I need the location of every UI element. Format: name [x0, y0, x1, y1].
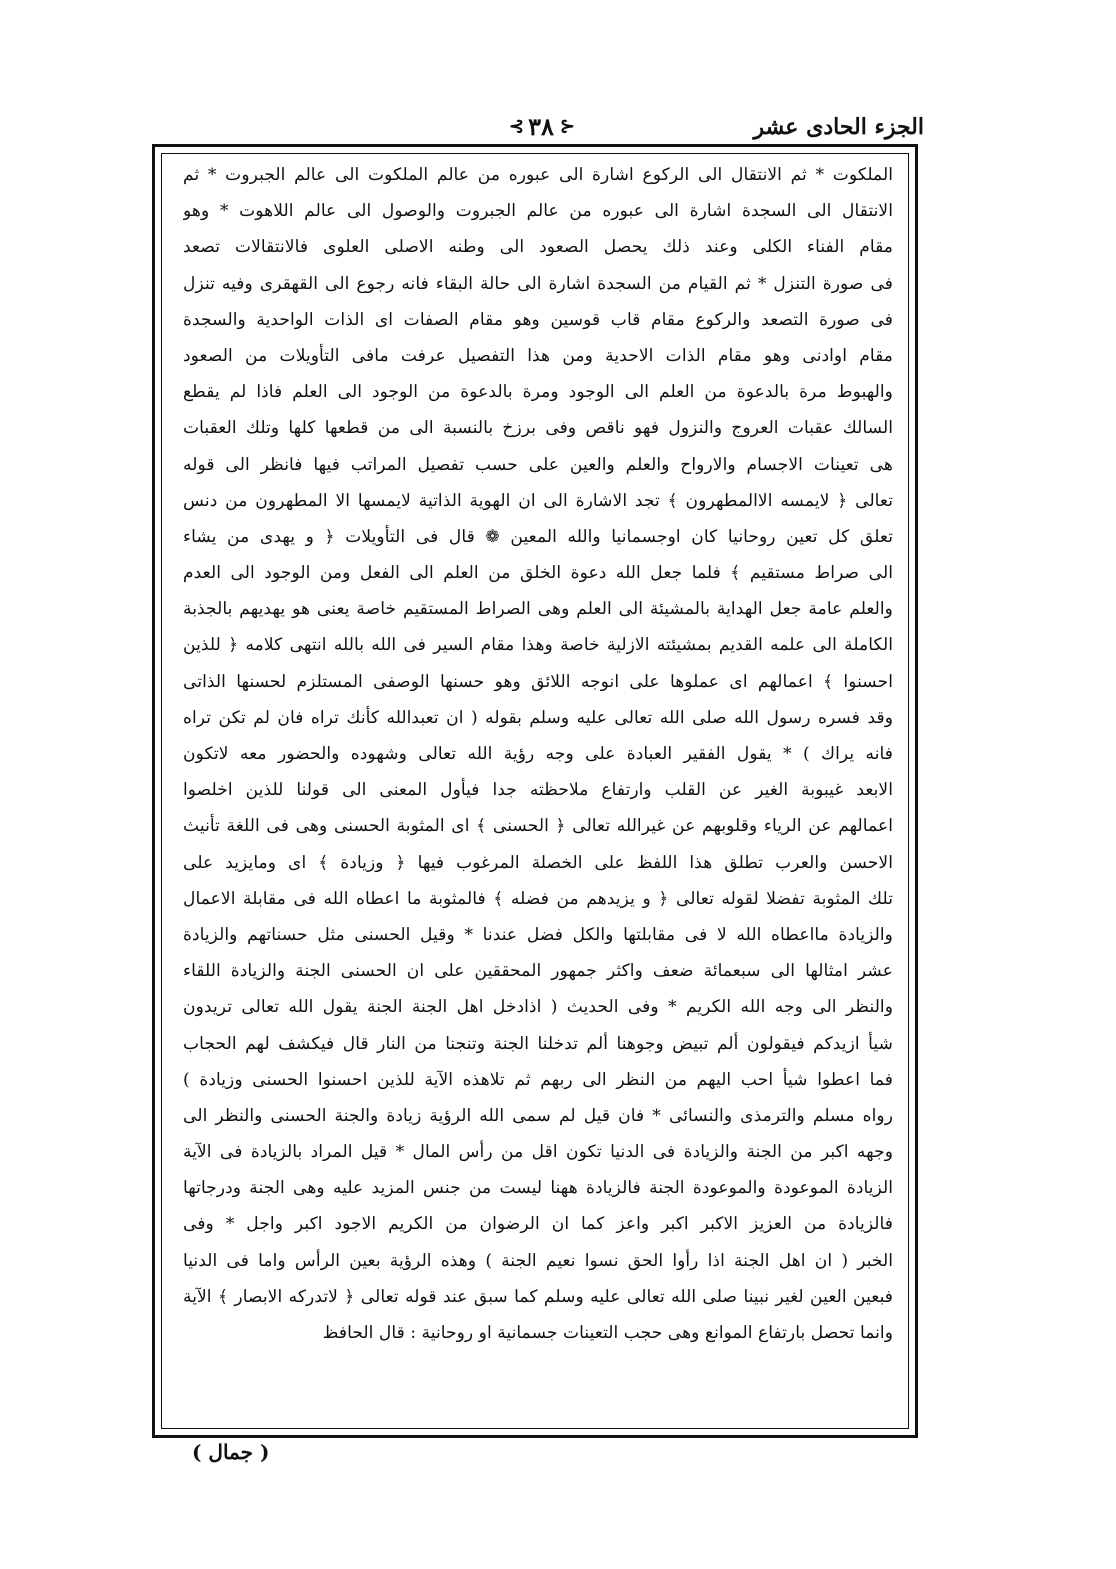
text-line: رواه مسلم والترمذى والنسائى * فان قيل لم سمى الله الرؤية زيادة والجنة الحسنى والنظر الى	[183, 1105, 893, 1126]
text-line: والهبوط مرة بالدعوة من العلم الى الوجود ومرة بالدعوة من الوجود الى العلم فاذا لم يقطع	[183, 382, 893, 403]
running-title: الجزء الحادى عشر	[753, 114, 924, 140]
ornament-right-icon: ⊱	[559, 116, 573, 137]
text-line: السالك عقبات العروج والنزول فهو ناقص وفى برزخ بالنسبة الى من قطعها كلها وتلك العقبات	[183, 418, 893, 439]
text-line: اعمالهم عن الرياء وقلوبهم عن غيرالله تعالى ﴿ الحسنى ﴾ اى المثوبة الحسنى وهى فى اللغة تأنيث	[183, 816, 893, 837]
text-line: الاحسن والعرب تطلق هذا اللفظ على الخصلة المرغوب فيها ﴿ وزيادة ﴾ اى ومايزيد على	[183, 852, 893, 873]
text-line: شيأ ازيدكم فيقولون ألم تبيض وجوهنا ألم تدخلنا الجنة وتنجنا من النار قال فيكشف لهم الحجاب	[183, 1033, 893, 1054]
text-line: الانتقال الى السجدة اشارة الى عبوره من عالم الجبروت والوصول الى عالم اللاهوت * وهو	[183, 201, 893, 222]
text-line: والنظر الى وجه الله الكريم * وفى الحديث ( اذادخل اهل الجنة الجنة يقول الله تعالى تريدون	[183, 997, 893, 1018]
text-frame	[152, 144, 918, 1438]
page-number-group	[509, 112, 573, 141]
catchword: ( جمال )	[192, 1440, 270, 1464]
ornament-left-icon: ⊰	[509, 116, 523, 137]
text-line: فالزيادة من العزيز الاكبر اكبر واعز كما ان الرضوان من الكريم الاجود اكبر واجل * وفى	[183, 1214, 893, 1235]
text-line: الى صراط مستقيم ﴾ فلما جعل الله دعوة الخلق من العلم الى الفعل ومن الوجود الى العدم	[183, 563, 893, 584]
text-line: فى صورة التصعد والركوع مقام قاب قوسين وهو مقام الصفات اى الذات الواحدية والسجدة	[183, 309, 893, 330]
text-line: الكاملة الى علمه القديم بمشيئته الازلية خاصة وهذا مقام السير فى الله بالله انتهى كلامه ﴿ للذين	[183, 635, 893, 656]
text-line: الابعد غيبوبة الغير عن القلب وارتفاع ملاحظته جدا فيأول المعنى الى قولنا للذين اخلصوا	[183, 780, 893, 801]
body-text	[183, 157, 893, 1351]
text-line: وجهه اكبر من الجنة والزيادة فى الدنيا تكون اقل من رأس المال * قيل المراد بالزيادة فى الآية	[183, 1142, 893, 1163]
text-line: الخبر ( ان اهل الجنة اذا رأوا الحق نسوا نعيم الجنة ) وهذه الرؤية بعين الرأس واما فى الدنيا	[183, 1250, 893, 1271]
text-line: فى صورة التنزل * ثم القيام من السجدة اشارة الى حالة البقاء فانه رجوع الى القهقرى وفيه تنزل	[183, 273, 893, 294]
text-line: احسنوا ﴾ اعمالهم اى عملوها على انوجه اللائق وهو حسنها الوصفى المستلزم لحسنها الذاتى	[183, 671, 893, 692]
text-line: الملكوت * ثم الانتقال الى الركوع اشارة الى عبوره من عالم الملكوت الى عالم الجبروت * ثم	[183, 165, 893, 185]
text-line: فبعين العين لغير نبينا صلى الله تعالى عليه وسلم كما سبق عند قوله تعالى ﴿ لاتدركه الابصار ﴾ الآية	[183, 1286, 893, 1307]
text-line: وانما تحصل بارتفاع الموانع وهى حجب التعينات جسمانية او روحانية : قال الحافظ	[322, 1323, 893, 1343]
text-line: عشر امثالها الى سبعمائة ضعف واكثر جمهور المحققين على ان الحسنى الجنة والزيادة اللقاء	[183, 961, 893, 982]
text-line: تعلق كل تعين روحانيا كان اوجسمانيا والله المعين ❁ قال فى التأويلات ﴿ و يهدى من يشاء	[183, 526, 893, 547]
text-line: تلك المثوبة تفضلا لقوله تعالى ﴿ و يزيدهم من فضله ﴾ فالمثوبة ما اعطاه الله فى مقابلة الاعمال	[183, 888, 893, 909]
text-line: وقد فسره رسول الله صلى الله تعالى عليه وسلم بقوله ( ان تعبدالله كأنك تراه فان لم تكن تراه	[183, 707, 893, 728]
text-line: هى تعينات الاجسام والارواح والعلم والعين على حسب تفصيل المراتب فيها فانظر الى قوله	[183, 454, 893, 475]
text-line: مقام الفناء الكلى وعند ذلك يحصل الصعود الى وطنه الاصلى العلوى فالانتقالات تصعد	[183, 237, 893, 258]
text-line: مقام اوادنى وهو مقام الذات الاحدية ومن هذا التفصيل عرفت مافى التأويلات من الصعود	[183, 345, 893, 366]
text-line: فانه يراك ) * يقول الفقير العبادة على وجه رؤية الله تعالى وشهوده والحضور معه لاتكون	[183, 744, 893, 764]
page-number: ٣٨	[528, 112, 554, 141]
text-line: والعلم عامة جعل الهداية بالمشيئة الى العلم وهى الصراط المستقيم خاصة يعنى هو يهديهم بالجذبة	[183, 599, 893, 620]
text-line: فما اعطوا شيأ احب اليهم من النظر الى ربهم ثم تلاهذه الآية للذين احسنوا الحسنى وزيادة )	[183, 1069, 893, 1090]
text-line: تعالى ﴿ لايمسه الاالمطهرون ﴾ تجد الاشارة الى ان الهوية الذاتية لايمسها الا المطهرون من دنس	[183, 490, 893, 511]
text-line: الزيادة الموعودة والموعودة الجنة فالزيادة ههنا ليست من جنس المزيد عليه وهى الجنة ودرجاتها	[183, 1178, 893, 1199]
text-line: والزيادة مااعطاه الله لا فى مقابلتها والكل فضل عندنا * وقيل الحسنى مثل حسناتهم والزيادة	[183, 924, 893, 945]
